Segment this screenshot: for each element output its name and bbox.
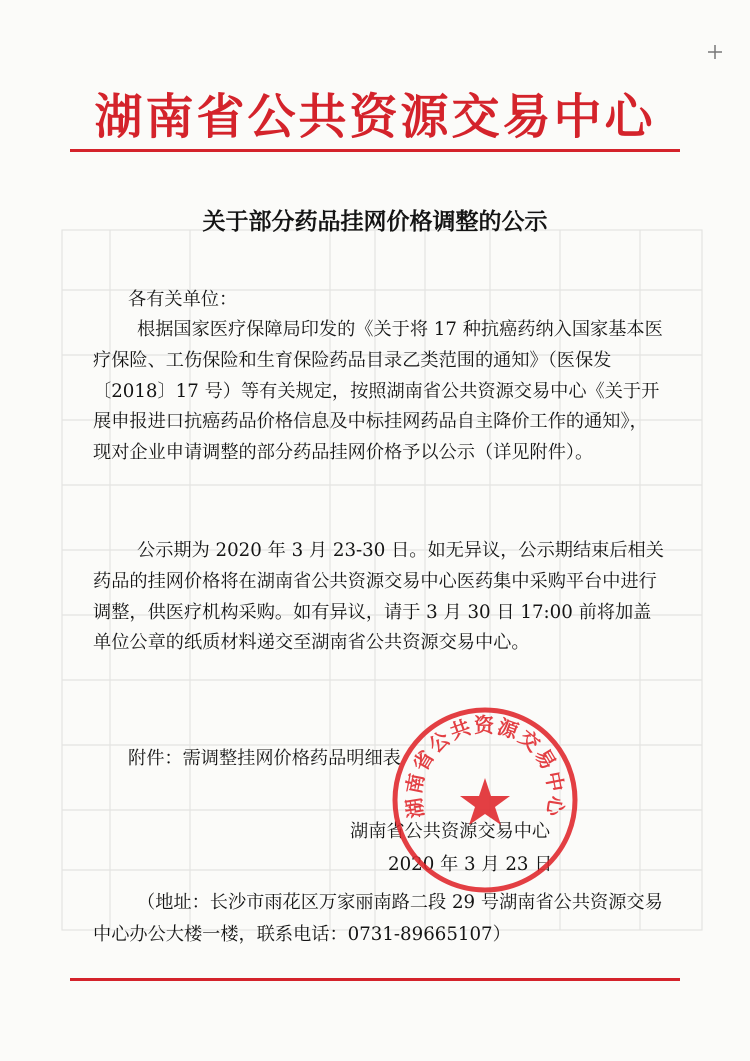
header-org-title: 湖南省公共资源交易中心 bbox=[94, 89, 656, 145]
address-note: （地址：长沙市雨花区万家丽南路二段 29 号湖南省公共资源交易中心办公大楼一楼，联系电话：0731-89665107） bbox=[93, 892, 663, 945]
body-paragraph-1: 根据国家医疗保障局印发的《关于将 17 种抗癌药纳入国家基本医疗保险、工伤保险和生育保险药品目录乙类范围的通知》（医保发〔2018〕17 号）等有关规定，按照湖南省公共资源交易中心《关于开展申报进口抗癌药品价格信息及中标挂网药品自主降价工作的通知》，现对企业申请调整的部分药品挂网价格予以公示（详见附件）。 bbox=[93, 319, 663, 464]
seal-star-icon bbox=[460, 778, 510, 825]
salutation: 各有关单位： bbox=[128, 289, 238, 310]
corner-mark-icon bbox=[706, 43, 724, 61]
official-seal bbox=[385, 700, 585, 900]
signature-date: 2020 年 3 月 23 日 bbox=[388, 854, 553, 875]
attachment-line: 附件：需调整挂网价格药品明细表 bbox=[128, 748, 401, 769]
body-paragraph-2: 公示期为 2020 年 3 月 23-30 日。如无异议，公示期结束后相关药品的挂网价格将在湖南省公共资源交易中心医药集中采购平台中进行调整，供医疗机构采购。如有异议，请于 3 月 30 日 17:00 前将加盖单位公章的纸质材料递交至湖南省公共资源交易中心。 bbox=[93, 540, 664, 654]
header-red-rule bbox=[70, 149, 680, 152]
document-title: 关于部分药品挂网价格调整的公示 bbox=[202, 209, 548, 235]
footer-red-rule bbox=[70, 978, 680, 981]
signature-org: 湖南省公共资源交易中心 bbox=[350, 821, 551, 842]
seal-text: 湖南省公共资源交易中心 bbox=[401, 713, 569, 820]
